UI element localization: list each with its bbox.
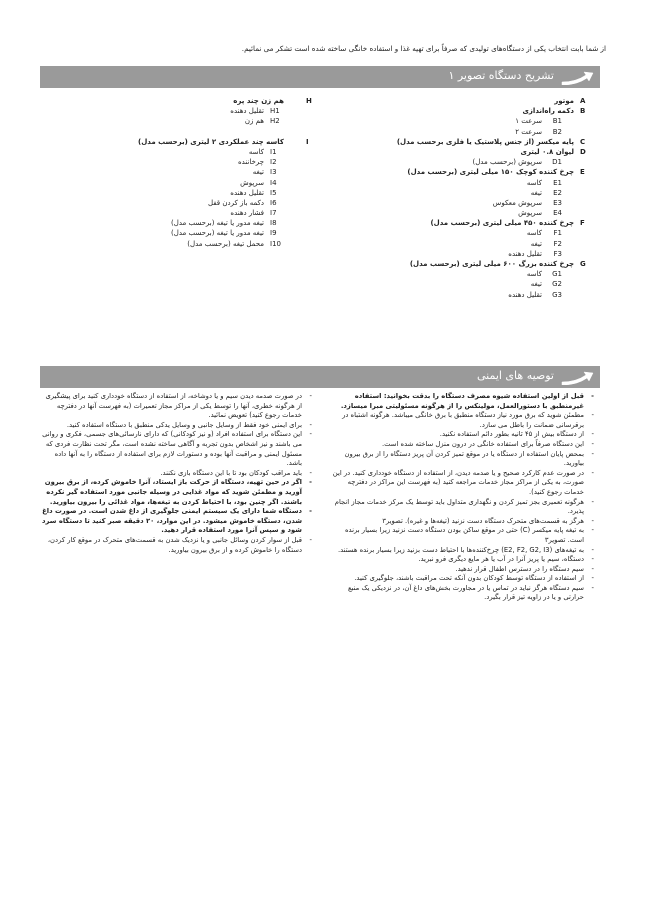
part-row bbox=[330, 167, 592, 177]
safety-text: هرگونه تعمیری بجز تمیز کردن و نگهداری متداول باید توسط یک مرکز خدمات مجاز انجام پذیرد. bbox=[334, 497, 584, 516]
part-code: E1 bbox=[553, 178, 562, 187]
safety-item bbox=[332, 517, 594, 527]
part-label: تیغه مدور یا تیغه (برحسب مدل) bbox=[171, 219, 264, 228]
bullet-dash: - bbox=[591, 430, 594, 439]
part-code: I10 bbox=[270, 239, 281, 248]
part-code: E4 bbox=[553, 209, 562, 218]
safety-item bbox=[332, 430, 594, 440]
bullet-dash: - bbox=[309, 478, 312, 487]
part-code: D bbox=[580, 147, 586, 156]
safety-item bbox=[40, 392, 312, 421]
safety-item bbox=[40, 469, 312, 479]
part-code: H1 bbox=[270, 107, 280, 116]
part-row bbox=[330, 259, 592, 269]
safety-item bbox=[332, 555, 594, 565]
safety-item bbox=[40, 421, 312, 431]
part-row bbox=[330, 208, 592, 218]
bullet-dash: - bbox=[591, 497, 594, 506]
part-label: پایه میکسر (از جنس پلاستیک یا فلزی برحسب مدل) bbox=[396, 137, 574, 146]
safety-list-right bbox=[332, 392, 594, 603]
part-row bbox=[330, 96, 592, 106]
safety-text: به تیغه پایه میکسر (C) حتی در موقع ساکن بودن دستگاه دست نزنید زیرا بسیار برنده است. تصویر۳ bbox=[344, 526, 584, 544]
part-code: B2 bbox=[552, 127, 562, 136]
part-code: I1 bbox=[270, 147, 277, 156]
part-code: H bbox=[306, 97, 312, 105]
part-code: E2 bbox=[553, 188, 562, 197]
part-row bbox=[330, 157, 592, 167]
safety-item bbox=[332, 440, 594, 450]
bullet-dash: - bbox=[591, 564, 594, 573]
part-code: I5 bbox=[270, 188, 277, 197]
part-code: I4 bbox=[270, 178, 277, 187]
bullet-dash: - bbox=[591, 468, 594, 477]
part-code: C bbox=[580, 137, 586, 146]
part-code: F1 bbox=[553, 229, 562, 238]
bullet-dash: - bbox=[309, 420, 312, 429]
part-code: I8 bbox=[270, 219, 277, 228]
part-code: H2 bbox=[270, 117, 280, 126]
part-label: چرخ کننده ۴۵۰ میلی لیتری (برحسب مدل) bbox=[430, 219, 574, 228]
safety-item bbox=[40, 430, 312, 468]
safety-text: از استفاده از دستگاه توسط کودکان بدون آنکه تحت مراقبت باشند، جلوگیری کنید. bbox=[354, 574, 584, 583]
safety-text: بمحض پایان استفاده از دستگاه یا در موقع تمیز کردن آن پریز دستگاه را از برق بیرون بیاورید. bbox=[344, 449, 584, 468]
part-label: تیغه bbox=[530, 280, 542, 289]
part-label: فشار دهنده bbox=[230, 209, 264, 218]
part-code: I9 bbox=[270, 229, 277, 238]
part-code: G1 bbox=[552, 270, 562, 279]
part-label: محمل تیغه (برحسب مدل) bbox=[187, 239, 264, 248]
part-row bbox=[120, 157, 310, 167]
part-label: هم زن bbox=[244, 117, 264, 126]
part-label: کاسه bbox=[526, 270, 542, 279]
safety-item bbox=[332, 469, 594, 498]
arrow-icon bbox=[560, 369, 594, 385]
safety-item bbox=[332, 392, 594, 411]
bullet-dash: - bbox=[309, 507, 312, 516]
bullet-dash: - bbox=[309, 392, 312, 400]
part-row bbox=[120, 116, 310, 126]
part-row bbox=[330, 290, 592, 300]
safety-item bbox=[332, 450, 594, 469]
safety-text: این دستگاه صرفاً برای استفاده خانگی در درون منزل ساخته شده است. bbox=[381, 439, 584, 448]
safety-text: به تیغه‌های (E2, F2, G2, I3) چرخ‌کننده‌ها با احتیاط دست بزنید زیرا بسیار برنده هستند. bbox=[337, 545, 584, 554]
part-row bbox=[330, 228, 592, 238]
part-row bbox=[120, 96, 310, 106]
safety-text: از دستگاه بیش از ۴۵ ثانیه بطور دائم استفاده نکنید. bbox=[439, 430, 584, 439]
safety-text: اگر در حین تهیه، دستگاه از حرکت باز ایستاد، آنرا خاموش کرده، از برق بیرون آورید و مطمئن شوید که مواد غذایی در وسیله جانبی مورد استفاده گیر نکرده باشند. اگر چنین بود، با احتیاط کردن به تیغه‌ها، مواد غذائی را بیرون بیاورید. bbox=[44, 478, 302, 506]
part-code: I3 bbox=[270, 168, 277, 177]
part-row bbox=[330, 279, 592, 289]
section-header-safety bbox=[40, 366, 600, 388]
part-code: F2 bbox=[553, 239, 562, 248]
safety-list-left bbox=[40, 392, 312, 555]
part-code: D1 bbox=[552, 158, 562, 167]
part-label: سرعت ۱ bbox=[515, 117, 542, 126]
safety-item bbox=[332, 526, 594, 545]
safety-text: در صورت صدمه دیدن سیم و یا دوشاخه، از استفاده از دستگاه خودداری کنید برای پیشگیری از هرگونه خطری، آنها را توسط یکی از مراکز مجاز تعمیرات (به فهرست آنها در دفترچه خدمات رجوع کنید) تعویض نمائید. bbox=[45, 392, 302, 420]
part-row bbox=[330, 269, 592, 279]
part-code: F bbox=[580, 219, 585, 228]
part-label: تیغه مدور یا تیغه (برحسب مدل) bbox=[171, 229, 264, 238]
part-code: E bbox=[580, 168, 585, 177]
part-label: تقلیل دهنده bbox=[508, 249, 542, 258]
part-label: کاسه bbox=[248, 147, 264, 156]
part-code: A bbox=[580, 97, 586, 105]
part-row bbox=[330, 218, 592, 228]
safety-text: سیم دستگاه را در دسترس اطفال قرار ندهید. bbox=[455, 564, 584, 573]
safety-item bbox=[332, 565, 594, 575]
safety-text: قبل از سوار کردن وسائل جانبی و یا نزدیک شدن به قسمت‌های متحرک در موقع کار کردن، دستگاه را خاموش کرده و از برق بیرون بیاورید. bbox=[47, 535, 302, 554]
part-code: E3 bbox=[553, 198, 562, 207]
part-label: سرپوش (برحسب مدل) bbox=[472, 158, 542, 167]
part-code: G2 bbox=[552, 280, 562, 289]
part-label: موتور bbox=[554, 97, 574, 105]
part-code: G3 bbox=[552, 290, 562, 299]
part-code: I6 bbox=[270, 198, 277, 207]
part-label: چرخ کننده بزرگ ۶۰۰ میلی لیتری (برحسب مدل) bbox=[409, 260, 574, 268]
safety-text: این دستگاه برای استفاده افراد (و نیز کودکانی) که دارای نارسائی‌های جسمی، فکری و روانی می باشند و نیز اشخاص بدون تجربه و آگاهی ساخته نشده است، مگر تحت نظارت فردی که مسئول ایمنی و مراقبت آنها بوده و دستورات لازم برای استفاده از دستگاه را به آنها داده باشد. bbox=[42, 430, 302, 468]
part-label: کاسه bbox=[526, 229, 542, 238]
safety-text: سیم دستگاه هرگز نباید در تماس یا در مجاورت بخش‌های داغ آن، در نزدیکی یک منبع حرارتی و یا در زاویه تیز قرار بگیرد. bbox=[347, 583, 584, 602]
part-label: سرپوش معکوس bbox=[492, 198, 542, 207]
bullet-dash: - bbox=[591, 555, 594, 564]
part-label: سرپوش bbox=[240, 178, 264, 187]
part-label: لیوان ۰.۸ لیتری bbox=[520, 147, 574, 156]
part-label: تیغه bbox=[530, 188, 542, 197]
part-label: تقلیل دهنده bbox=[230, 188, 264, 197]
part-row bbox=[120, 228, 310, 238]
safety-item bbox=[332, 498, 594, 517]
bullet-dash: - bbox=[591, 574, 594, 583]
part-row bbox=[330, 116, 592, 126]
part-row bbox=[120, 208, 310, 218]
safety-item bbox=[332, 574, 594, 584]
part-row bbox=[330, 127, 592, 137]
part-row bbox=[330, 239, 592, 249]
parts-list-left bbox=[120, 96, 310, 249]
part-row bbox=[120, 239, 310, 249]
part-row bbox=[330, 198, 592, 208]
bullet-dash: - bbox=[309, 430, 312, 439]
part-row bbox=[120, 178, 310, 188]
part-label: کاسه چند عملکردی ۲ لیتری (برحسب مدل) bbox=[138, 137, 284, 146]
safety-text: دستگاه، سیم یا پریز آنرا در آب یا هر مایع دیگری فرو نبرید. bbox=[418, 555, 584, 564]
section-title-description: تشریح دستگاه تصویر ۱ bbox=[448, 69, 554, 82]
part-label: هم زن چند پره bbox=[233, 97, 284, 105]
safety-text: مطمئن شوید که برق مورد نیاز دستگاه منطبق با برق خانگی میباشد. هرگونه اشتباه در برقرسانی ضمانت را باطل می سازد. bbox=[342, 411, 584, 429]
part-label: تقلیل دهنده bbox=[508, 290, 542, 299]
part-label: سرعت ۲ bbox=[515, 127, 542, 136]
safety-item bbox=[332, 411, 594, 430]
part-row bbox=[120, 106, 310, 116]
part-label: تیغه bbox=[252, 168, 264, 177]
part-row bbox=[330, 249, 592, 259]
part-row bbox=[120, 188, 310, 198]
safety-item bbox=[40, 478, 312, 507]
part-label: تقلیل دهنده bbox=[230, 107, 264, 116]
part-code: I7 bbox=[270, 209, 277, 218]
part-row bbox=[330, 147, 592, 157]
intro-text: از شما بابت انتخاب یکی از دستگاه‌های تولیدی که صرفاً برای تهیه غذا و استفاده خانگی ساخته شده است تشکر می نمائیم. bbox=[241, 44, 606, 53]
part-row bbox=[330, 188, 592, 198]
safety-text: باید مراقب کودکان بود تا با این دستگاه بازی نکنند. bbox=[160, 468, 302, 477]
bullet-dash: - bbox=[591, 526, 594, 535]
part-row bbox=[120, 137, 310, 147]
safety-item bbox=[40, 536, 312, 555]
bullet-dash: - bbox=[591, 583, 594, 592]
bullet-dash: - bbox=[591, 545, 594, 554]
part-row bbox=[120, 167, 310, 177]
part-row bbox=[330, 137, 592, 147]
safety-item bbox=[332, 584, 594, 603]
safety-item bbox=[40, 507, 312, 536]
arrow-icon bbox=[560, 69, 594, 85]
part-code: B1 bbox=[552, 117, 562, 126]
part-label: دکمه راه‌اندازی bbox=[522, 107, 574, 116]
part-label: دکمه باز کردن قفل bbox=[207, 198, 264, 207]
section-title-safety: توصیه های ایمنی bbox=[476, 369, 554, 382]
part-code: I bbox=[306, 137, 309, 146]
part-code: F3 bbox=[553, 249, 562, 258]
safety-text: هرگز به قسمت‌های متحرک دستگاه دست نزنید (تیغه‌ها و غیره). تصویر۳ bbox=[382, 516, 584, 525]
part-row bbox=[330, 106, 592, 116]
bullet-dash: - bbox=[309, 535, 312, 544]
bullet-dash: - bbox=[591, 516, 594, 525]
bullet-dash: - bbox=[591, 392, 594, 400]
part-label: تیغه bbox=[530, 239, 542, 248]
part-label: سرپوش bbox=[518, 209, 542, 218]
part-row bbox=[120, 218, 310, 228]
section-header-description bbox=[40, 66, 600, 88]
part-code: G bbox=[580, 260, 586, 268]
safety-text: دستگاه شما دارای یک سیستم ایمنی جلوگیری از داغ شدن است. در صورت داغ شدن، دستگاه خاموش میشود. در این موارد، ۲۰ دقیقه صبر کنید تا دستگاه سرد شود و سپس آنرا مورد استفاده قرار دهید. bbox=[42, 507, 302, 535]
safety-text: در صورت عدم کارکرد صحیح و یا صدمه دیدن، از استفاده از دستگاه خودداری کنید. در این صورت، به یکی از مراکز مجاز خدمات مراجعه کنید (به فهرست این مراکز در دفترچه خدمات رجوع کنید). bbox=[332, 468, 584, 496]
part-row bbox=[120, 147, 310, 157]
part-code: I2 bbox=[270, 158, 277, 167]
part-row bbox=[330, 178, 592, 188]
part-row bbox=[120, 127, 310, 137]
bullet-dash: - bbox=[591, 439, 594, 448]
part-label: کاسه bbox=[526, 178, 542, 187]
bullet-dash: - bbox=[309, 468, 312, 477]
part-row bbox=[120, 198, 310, 208]
parts-list-right bbox=[330, 96, 592, 300]
part-label: چرخاننده bbox=[237, 158, 264, 167]
safety-text: قبل از اولین استفاده شیوه مصرف دستگاه را بدقت بخوانید: استفاده غیرمنطبق با دستورالعمل، مولینکس را از هرگونه مسئولیتی مبرا میسازد. bbox=[340, 392, 584, 410]
bullet-dash: - bbox=[591, 411, 594, 420]
part-code: B bbox=[580, 107, 586, 116]
safety-item bbox=[332, 546, 594, 556]
bullet-dash: - bbox=[591, 449, 594, 458]
safety-text: برای ایمنی خود فقط از وسایل جانبی و وسایل یدکی منطبق با دستگاه استفاده کنید. bbox=[66, 420, 302, 429]
part-label: چرخ کننده کوچک ۱۵۰ میلی لیتری (برحسب مدل) bbox=[407, 168, 574, 177]
